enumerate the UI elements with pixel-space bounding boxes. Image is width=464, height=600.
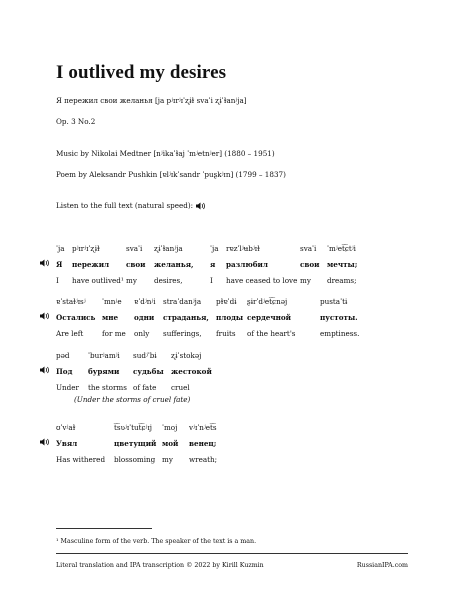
- english-word: sufferings,: [163, 328, 202, 338]
- russian-word: пустоты.: [320, 312, 358, 322]
- footer-site-link[interactable]: RussianIPA.com: [356, 562, 408, 569]
- russian-word: одни: [134, 312, 155, 322]
- russian-word: жестокой: [171, 366, 212, 376]
- stanza-2: [40, 293, 359, 341]
- english-word: desires,: [154, 275, 183, 285]
- ipa-word: pustaˈtɨ: [320, 296, 348, 306]
- english-word: cruel: [171, 382, 190, 392]
- english-word: have outlived¹: [72, 275, 124, 285]
- russian-word: цветущий: [114, 438, 157, 448]
- page-title: I outlived my desires: [56, 62, 227, 83]
- russian-word: плоды: [216, 312, 244, 322]
- english-word: Under: [56, 382, 79, 392]
- listen-label: Listen to the full text (natural speed):: [56, 201, 194, 210]
- ipa-line: [40, 293, 359, 309]
- english-line: [40, 451, 217, 467]
- speaker-icon[interactable]: [40, 438, 49, 446]
- english-word: dreams;: [327, 275, 357, 285]
- russian-word: свои: [300, 259, 320, 269]
- english-word: for me: [102, 328, 126, 338]
- ipa-word: straˈdanʲja: [163, 296, 202, 306]
- english-word: my: [300, 275, 311, 285]
- ipa-word: ʂɨrˈdʲet͡ɕnəj: [247, 296, 288, 306]
- english-word: wreath;: [189, 454, 218, 464]
- russian-word: судьбы: [133, 366, 164, 376]
- russian-word: бурями: [88, 366, 120, 376]
- ipa-word: pəd: [56, 350, 70, 360]
- english-word: blossoming: [114, 454, 156, 464]
- opus-number: Op. 3 No.2: [56, 117, 96, 126]
- speaker-icon[interactable]: [40, 312, 49, 320]
- russian-word: Я: [56, 259, 63, 269]
- english-line: [40, 379, 212, 395]
- ipa-word: rɐzˈlʲʉbʲɪɫ: [226, 243, 260, 253]
- russian-word: пережил: [72, 259, 110, 269]
- english-word: emptiness.: [320, 328, 360, 338]
- ipa-word: ʊˈvʲaɫ: [56, 422, 76, 432]
- english-line: [40, 272, 357, 288]
- russian-word: Под: [56, 366, 73, 376]
- ipa-word: t͡sʋʲɪˈtut͡ɕʲɪj: [114, 422, 152, 432]
- ipa-word: ˈja: [210, 243, 219, 253]
- russian-line: [40, 256, 357, 272]
- russian-word: Увял: [56, 438, 78, 448]
- russian-word: желанья,: [154, 259, 194, 269]
- speaker-icon[interactable]: [196, 202, 205, 210]
- russian-word: сердечной: [247, 312, 291, 322]
- russian-word: Остались: [56, 312, 96, 322]
- ipa-word: pʲɪrʲɪˈʐɨɫ: [72, 243, 100, 253]
- russian-word: венец;: [189, 438, 217, 448]
- english-word: my: [162, 454, 173, 464]
- ipa-word: ˈburʲamʲi: [88, 350, 120, 360]
- english-word: Has withered: [56, 454, 106, 464]
- ipa-word: ʐɨˈstokəj: [171, 350, 202, 360]
- russian-word: мечты;: [327, 259, 358, 269]
- ipa-word: ɐˈstaɫʲɪsʲ: [56, 296, 86, 306]
- english-word: my: [126, 275, 137, 285]
- english-word: I: [210, 275, 213, 285]
- ipa-word: ˈmʲet͡ɕtʲi: [327, 243, 356, 253]
- english-word: only: [134, 328, 150, 338]
- ipa-line: [40, 347, 212, 363]
- english-word: have ceased to love: [226, 275, 298, 285]
- russian-word: мне: [102, 312, 119, 322]
- english-line: [40, 325, 359, 341]
- footnote: ¹ Masculine form of the verb. The speaker of the text is a man.: [56, 538, 257, 545]
- stanza-3: [40, 347, 212, 395]
- stanza-4: [40, 419, 217, 467]
- english-word: of the heart's: [247, 328, 296, 338]
- ipa-line: [40, 419, 217, 435]
- ipa-word: ʐɨˈɫanʲja: [154, 243, 183, 253]
- russian-word: мой: [162, 438, 179, 448]
- english-word: fruits: [216, 328, 236, 338]
- stanza-3-translation-note: (Under the storms of cruel fate): [74, 395, 191, 404]
- russian-word: страданья,: [163, 312, 209, 322]
- russian-line: [40, 435, 217, 451]
- subtitle: Я пережил свои желанья [ja pʲɪrʲɪˈʐɨɫ svaˈi ʐɨˈɫanʲja]: [56, 96, 247, 105]
- russian-word: я: [210, 259, 216, 269]
- ipa-line: [40, 240, 357, 256]
- english-word: the storms: [88, 382, 127, 392]
- poet-credit: Poem by Aleksandr Pushkin [ɐlʲɪkˈsandr ˈpuʂkʲɪn] (1799 – 1837): [56, 170, 286, 179]
- english-word: of fate: [133, 382, 157, 392]
- ipa-word: sudʲˈbɨ: [133, 350, 157, 360]
- ipa-word: ˈja: [56, 243, 65, 253]
- russian-line: [40, 309, 359, 325]
- russian-word: разлюбил: [226, 259, 268, 269]
- russian-word: свои: [126, 259, 146, 269]
- ipa-word: ˈmoj: [162, 422, 178, 432]
- english-word: Are left: [56, 328, 84, 338]
- ipa-word: svaˈi: [126, 243, 143, 253]
- stanza-1: [40, 240, 357, 288]
- footer-copyright: Literal translation and IPA transcription © 2022 by Kirill Kuzmin: [56, 562, 264, 569]
- russian-line: [40, 363, 212, 379]
- ipa-word: ˈmnʲe: [102, 296, 122, 306]
- footnote-divider: [56, 528, 152, 529]
- ipa-word: svaˈi: [300, 243, 317, 253]
- ipa-word: ɐˈdʲnʲi: [134, 296, 156, 306]
- speaker-icon[interactable]: [40, 259, 49, 267]
- speaker-icon[interactable]: [40, 366, 49, 374]
- listen-full-text: [56, 201, 205, 210]
- footer-divider: [56, 553, 408, 554]
- composer-credit: Music by Nikolai Medtner [nʲikaˈɫaj ˈmʲetnʲer] (1880 – 1951): [56, 149, 275, 158]
- ipa-word: vʲɪˈnʲet͡s: [189, 422, 217, 432]
- ipa-word: pɫɐˈdɨ: [216, 296, 237, 306]
- english-word: I: [56, 275, 59, 285]
